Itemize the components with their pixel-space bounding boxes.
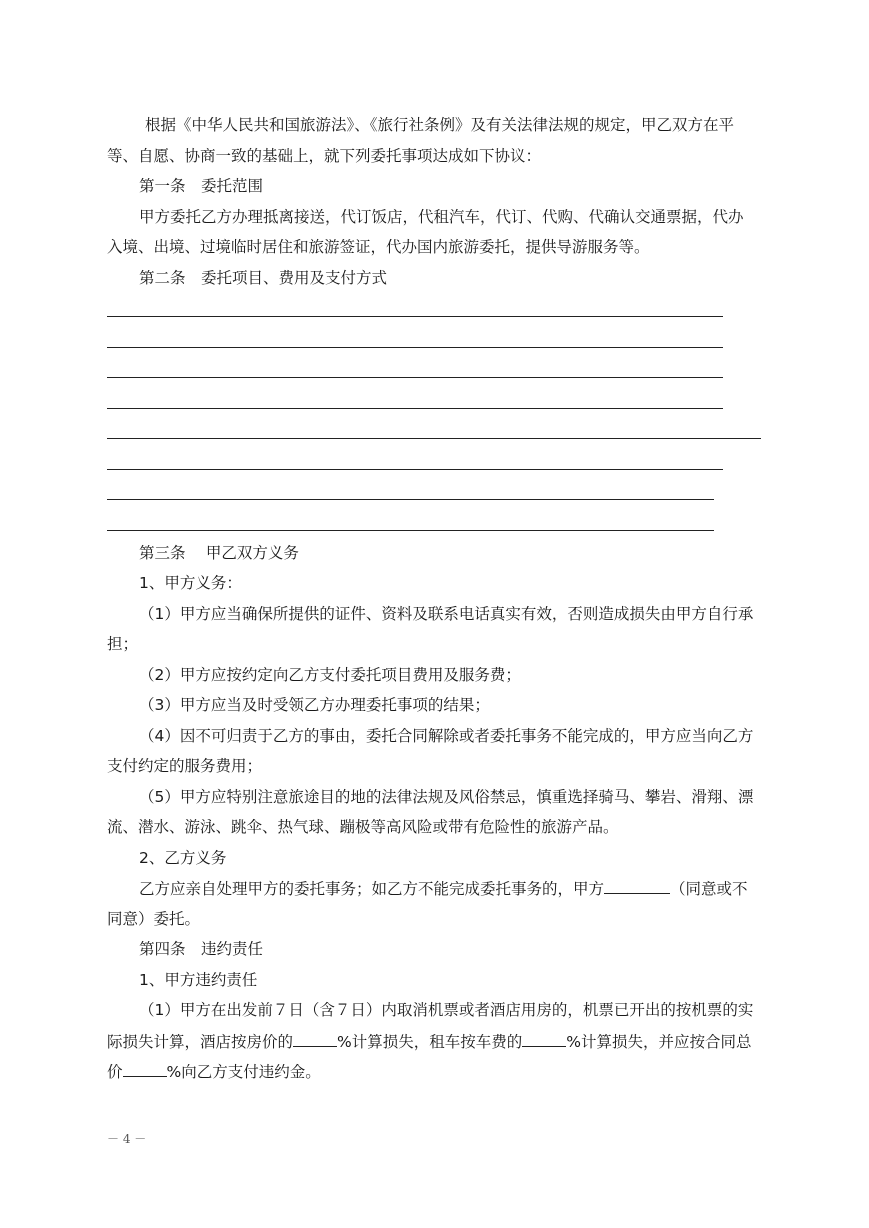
consent-blank: [604, 878, 670, 894]
party-a-duties-title: 1、甲方义务：: [139, 574, 242, 592]
party-a-duty-5-line-2: 流、潜水、游泳、跳伞、热气球、蹦极等高风险或带有危险性的旅游产品。: [107, 818, 619, 836]
party-b-duty-line-2: 同意）委托。: [107, 910, 201, 928]
party-a-duty-2: （2）甲方应按约定向乙方支付委托项目费用及服务费；: [139, 666, 521, 684]
party-a-duty-4-line-2: 支付约定的服务费用；: [107, 757, 263, 775]
breach-text-d: 价: [107, 1063, 123, 1081]
fill-in-line: [107, 530, 714, 531]
breach-text-e: %向乙方支付违约金。: [166, 1063, 321, 1081]
party-a-duty-1-line-1: （1）甲方应当确保所提供的证件、资料及联系电话真实有效，否则造成损失由甲方自行承: [139, 605, 754, 623]
breach-text-b: %计算损失，租车按车费的: [337, 1033, 523, 1051]
party-a-duty-3: （3）甲方应当及时受领乙方办理委托事项的结果；: [139, 696, 490, 714]
fill-in-line: [107, 499, 714, 500]
article-4-title: 第四条 违约责任: [139, 940, 264, 958]
total-price-percent-blank: [123, 1061, 167, 1077]
party-b-duty-text-a: 乙方应亲自处理甲方的委托事务；如乙方不能完成委托事务的，甲方: [139, 880, 605, 898]
fill-in-line: [107, 408, 723, 409]
party-a-duty-5-line-1: （5）甲方应特别注意旅途目的地的法律法规及风俗禁忌，慎重选择骑马、攀岩、滑翔、漂: [139, 788, 754, 806]
article-3-title: 第三条 甲乙双方义务: [139, 544, 299, 562]
party-b-duty-text-b: （同意或不: [670, 880, 748, 898]
fill-in-line: [107, 377, 723, 378]
fill-in-line: [107, 316, 723, 317]
fill-in-line: [107, 438, 761, 439]
article-2-title: 第二条 委托项目、费用及支付方式: [139, 269, 388, 287]
party-b-duty-line-1: [139, 878, 748, 899]
party-a-breach-title: 1、甲方违约责任: [139, 971, 258, 989]
breach-clause-1-line-2: [107, 1031, 751, 1052]
room-rate-percent-blank: [293, 1031, 337, 1047]
breach-clause-1-line-3: [107, 1061, 321, 1082]
article-1-line-2: 入境、出境、过境临时居住和旅游签证，代办国内旅游委托，提供导游服务等。: [107, 238, 650, 256]
fill-in-line: [107, 347, 723, 348]
party-b-duties-title: 2、乙方义务: [139, 849, 227, 867]
preamble-line-2: 等、自愿、协商一致的基础上，就下列委托事项达成如下协议：: [107, 147, 542, 165]
preamble-line-1: 根据《中华人民共和国旅游法》、《旅行社条例》及有关法律法规的规定，甲乙双方在平: [145, 116, 735, 134]
article-1-line-1: 甲方委托乙方办理抵离接送，代订饭店，代租汽车，代订、代购、代确认交通票据，代办: [139, 208, 744, 226]
page-number: － 4 －: [107, 1132, 147, 1146]
breach-text-c: %计算损失，并应按合同总: [566, 1033, 752, 1051]
breach-text-a: 际损失计算，酒店按房价的: [107, 1033, 294, 1051]
breach-clause-1-line-1: （1）甲方在出发前７日（含７日）内取消机票或者酒店用房的，机票已开出的按机票的实: [139, 1001, 754, 1019]
party-a-duty-1-line-2: 担；: [107, 635, 139, 653]
fill-in-line: [107, 469, 723, 470]
party-a-duty-4-line-1: （4）因不可归责于乙方的事由，委托合同解除或者委托事务不能完成的，甲方应当向乙方: [139, 727, 754, 745]
article-1-title: 第一条 委托范围: [139, 177, 264, 195]
car-fee-percent-blank: [522, 1031, 566, 1047]
